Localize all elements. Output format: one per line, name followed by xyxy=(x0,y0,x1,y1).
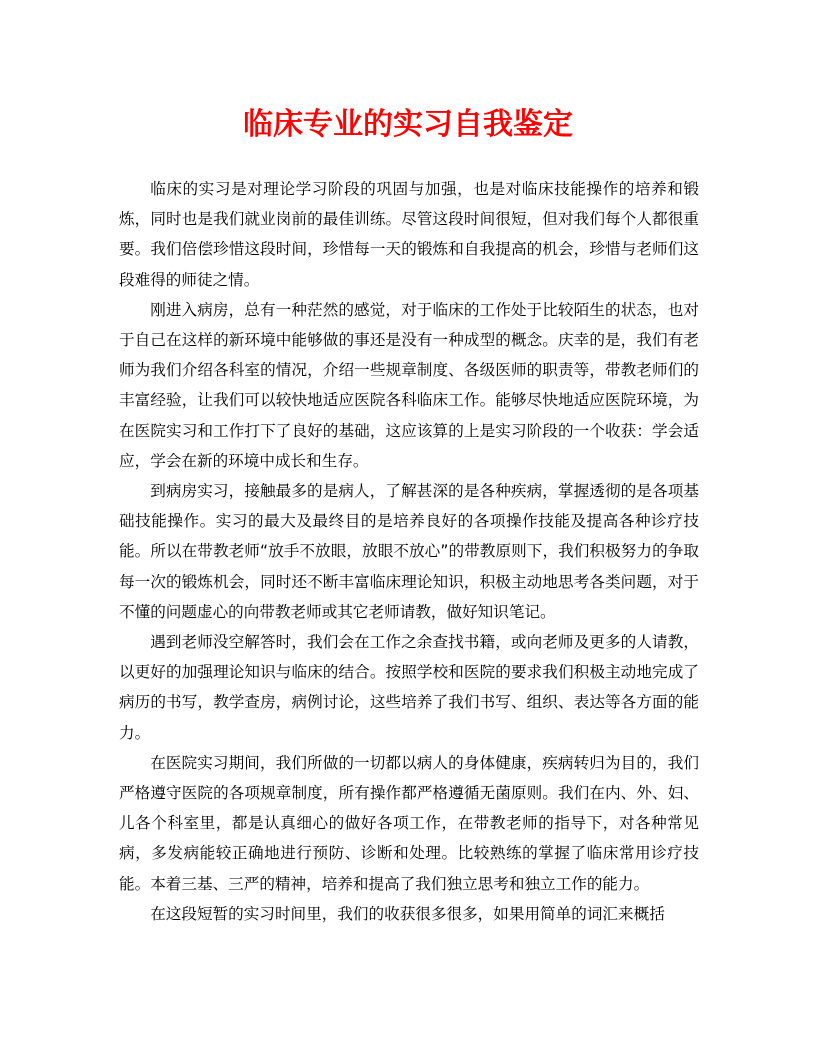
document-title: 临床专业的实习自我鉴定 xyxy=(243,107,573,142)
paragraph: 临床的实习是对理论学习阶段的巩固与加强，也是对临床技能操作的培养和锻炼，同时也是我们就业岗前的最佳训练。尽管这段时间很短，但对我们每个人都很重要。我们倍偿珍惜这段时间，珍惜每一天的锻炼和自我提高的机会，珍惜与老师们这段难得的师徒之情。 xyxy=(119,180,699,289)
paragraph: 遇到老师没空解答时，我们会在工作之余查找书籍，或向老师及更多的人请教，以更好的加强理论知识与临床的结合。按照学校和医院的要求我们积极主动地完成了病历的书写，教学查房，病例讨论，这些培养了我们书写、组织、表达等各方面的能力。 xyxy=(119,633,699,742)
paragraph: 在这段短暂的实习时间里，我们的收获很多很多，如果用简单的词汇来概括 xyxy=(150,904,665,923)
document-body xyxy=(119,174,699,929)
paragraph: 在医院实习期间，我们所做的一切都以病人的身体健康，疾病转归为目的，我们严格遵守医院的各项规章制度，所有操作都严格遵循无菌原则。我们在内、外、妇、儿各个科室里，都是认真细心的做好各项工作，在带教老师的指导下，对各种常见病，多发病能较正确地进行预防、诊断和处理。比较熟练的掌握了临床常用诊疗技能。本着三基、三严的精神，培养和提高了我们独立思考和独立工作的能力。 xyxy=(119,753,699,893)
paragraph: 刚进入病房，总有一种茫然的感觉，对于临床的工作处于比较陌生的状态，也对于自己在这样的新环境中能够做的事还是没有一种成型的概念。庆幸的是，我们有老师为我们介绍各科室的情况，介绍一些规章制度、各级医师的职责等，带教老师们的丰富经验，让我们可以较快地适应医院各科临床工作。能够尽快地适应医院环境，为在医院实习和工作打下了良好的基础，这应该算的上是实习阶段的一个收获：学会适应，学会在新的环境中成长和生存。 xyxy=(119,300,699,470)
paragraph: 到病房实习，接触最多的是病人，了解甚深的是各种疾病，掌握透彻的是各项基础技能操作。实习的最大及最终目的是培养良好的各项操作技能及提高各种诊疗技能。所以在带教老师“放手不放眼，放眼不放心”的带教原则下，我们积极努力的争取每一次的锻炼机会，同时还不断丰富临床理论知识，积极主动地思考各类问题，对于不懂的问题虚心的向带教老师或其它老师请教，做好知识笔记。 xyxy=(119,482,699,621)
